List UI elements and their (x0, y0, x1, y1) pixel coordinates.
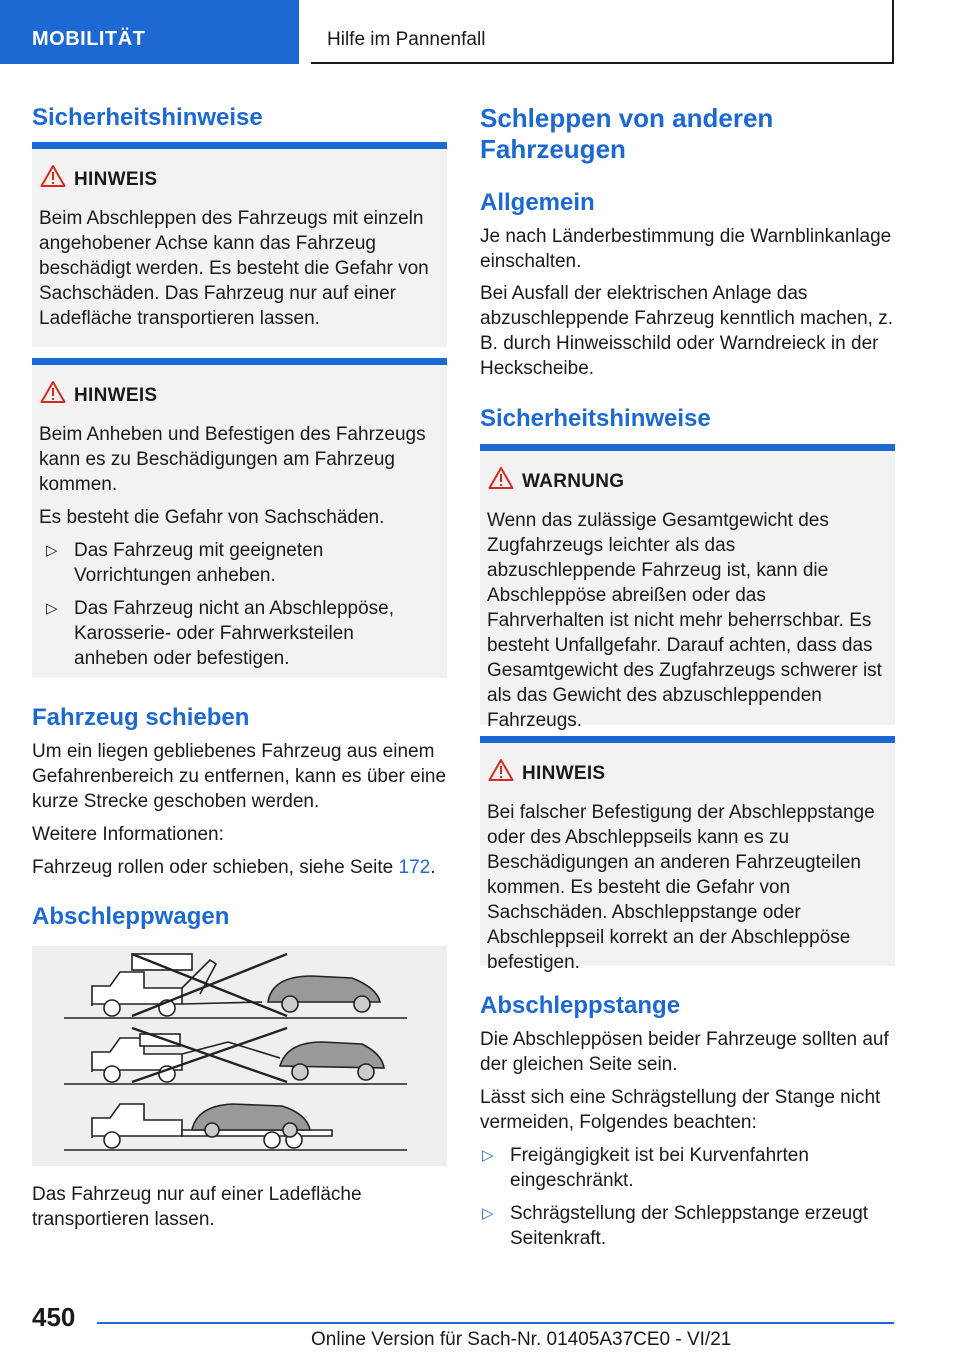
bullet-triangle-icon: ▷ (46, 600, 58, 617)
section-tab (0, 0, 299, 64)
heading-safety-right: Sicherheitshinweise (480, 405, 711, 432)
notice-box-3 (480, 736, 895, 973)
warning-box (480, 444, 895, 731)
warning-triangle-icon (488, 758, 514, 782)
bullet-triangle-icon: ▷ (46, 542, 58, 559)
section-label: MOBILITÄT (32, 28, 146, 50)
notice-box-1 (32, 142, 447, 347)
notice-title: HINWEIS (522, 763, 606, 784)
warning-triangle-icon (40, 164, 66, 188)
notice-title: HINWEIS (74, 169, 158, 190)
warning-triangle-icon (488, 466, 514, 490)
notice-text: Bei falscher Befestigung der Abschleppstange oder des Abschleppseils kann es zu Beschädigungen an anderen Fahrzeugteilen kommen. Es besteht die Gefahr von Sachschäden. Abschleppstange oder Abschleppseil korrekt an der Abschleppöse befestigen. (487, 802, 875, 973)
chapter-tab (311, 0, 894, 64)
page-number: 450 (32, 1302, 76, 1332)
notice-text: Es besteht die Gefahr von Sachschäden. (39, 507, 385, 528)
notice-bullet-list (32, 538, 432, 679)
general-text-1: Je nach Länderbestimmung die Warnblinkanlage einschalten. (480, 226, 892, 272)
tow-bar-bullet-list (468, 1143, 898, 1259)
bullet-triangle-icon: ▷ (482, 1205, 494, 1222)
tow-truck-illustration (32, 946, 447, 1166)
heading-push: Fahrzeug schieben (32, 704, 250, 731)
illustration-caption: Das Fahrzeug nur auf einer Ladefläche transportieren lassen. (32, 1184, 362, 1230)
heading-tow-others: Schleppen von anderen Fahrzeugen (480, 103, 774, 164)
page-link[interactable]: 172 (398, 857, 431, 878)
list-item: ▷ Das Fahrzeug nicht an Abschleppöse, Karosserie- oder Fahrwerksteilen anheben oder befestigen. (46, 598, 395, 669)
push-text: Um ein liegen gebliebenes Fahrzeug aus einem Gefahrenbereich zu entfernen, kann es über eine kurze Strecke geschoben werden. (32, 741, 447, 812)
heading-tow-truck: Abschleppwagen (32, 903, 230, 930)
tow-illustration-svg (32, 946, 447, 1166)
heading-safety-left: Sicherheitshinweise (32, 104, 263, 131)
list-item: ▷ Schrägstellung der Schleppstange erzeugt Seitenkraft. (482, 1203, 869, 1249)
notice-text: Beim Abschleppen des Fahrzeugs mit einzeln angehobener Achse kann das Fahrzeug beschädigt werden. Es besteht die Gefahr von Sachschäden. Das Fahrzeug nur auf einer Ladefläche transportieren lassen. (39, 208, 429, 329)
warning-triangle-icon (40, 380, 66, 404)
notice-box-2 (32, 358, 447, 678)
heading-tow-bar: Abschleppstange (480, 992, 681, 1019)
tow-bar-text-1: Die Abschleppösen beider Fahrzeuge sollten auf der gleichen Seite sein. (480, 1029, 889, 1075)
footer-rule (97, 1322, 894, 1324)
list-item: ▷ Freigängigkeit ist bei Kurvenfahrten eingeschränkt. (482, 1145, 809, 1191)
chapter-label: Hilfe im Pannenfall (327, 29, 486, 50)
roll-reference: Fahrzeug rollen oder schieben, siehe Seite 172. (32, 857, 436, 878)
general-text-2: Bei Ausfall der elektrischen Anlage das abzuschleppende Fahrzeug kenntlich machen, z. B. durch Hinweisschild oder Warndreieck in der Heckscheibe. (480, 283, 893, 379)
warning-title: WARNUNG (522, 471, 625, 492)
footer-version-text: Online Version für Sach-Nr. 01405A37CE0 - VI/21 (311, 1329, 732, 1350)
warning-text: Wenn das zulässige Gesamtgewicht des Zugfahrzeugs leichter als das abzuschleppende Fahrzeug ist, kann die Abschleppöse abreißen oder das Fahrverhalten ist nicht mehr beherrschbar. Es besteht Unfallgefahr. Darauf achten, dass das Gesamtgewicht des Zugfahrzeugs schwerer ist als das Gewicht des abzuschleppenden Fahrzeugs. (487, 510, 882, 731)
list-item: ▷ Das Fahrzeug mit geeigneten Vorrichtungen anheben. (46, 540, 324, 586)
notice-text: Beim Anheben und Befestigen des Fahrzeugs kann es zu Beschädigungen am Fahrzeug kommen. (39, 424, 426, 495)
bullet-triangle-icon: ▷ (482, 1147, 494, 1164)
more-info-label: Weitere Informationen: (32, 824, 224, 845)
tow-bar-text-2: Lässt sich eine Schrägstellung der Stange nicht vermeiden, Folgendes beachten: (480, 1087, 881, 1133)
notice-title: HINWEIS (74, 385, 158, 406)
heading-general: Allgemein (480, 189, 595, 216)
